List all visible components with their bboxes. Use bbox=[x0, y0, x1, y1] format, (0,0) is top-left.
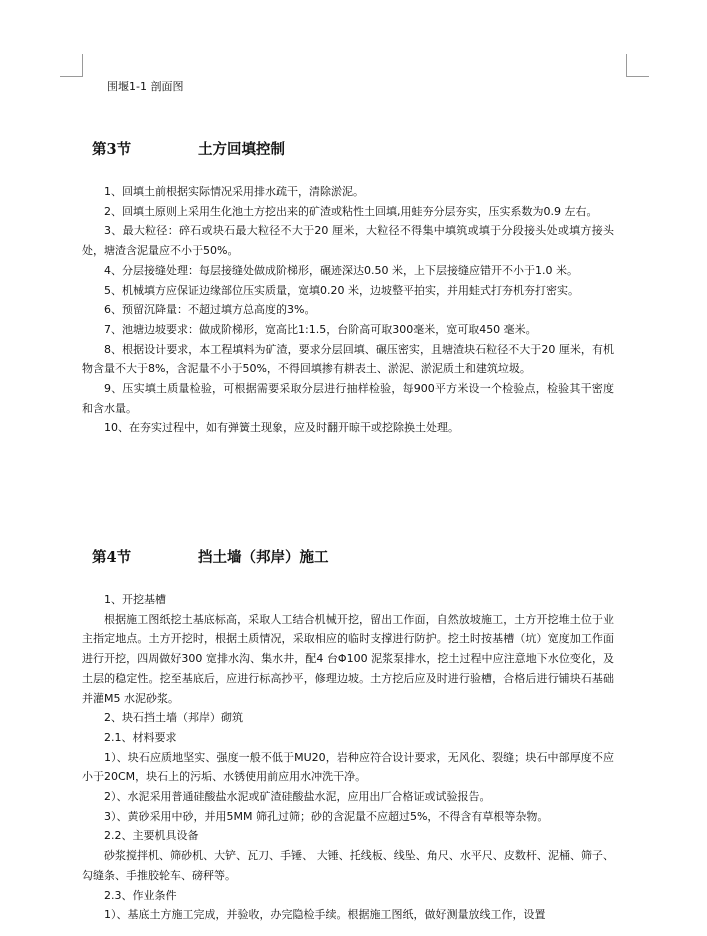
paragraph: 3）、黄砂采用中砂，并用5MM 筛孔过筛；砂的含泥量不应超过5%，不得含有草根等杂物。 bbox=[104, 809, 549, 823]
paragraph: 10、在夯实过程中，如有弹簧土现象，应及时翻开晾干或挖除换土处理。 bbox=[104, 421, 459, 435]
paragraph: 2.2、主要机具设备 bbox=[104, 829, 199, 843]
section-4-heading bbox=[92, 546, 329, 567]
paragraph: 1）、基底土方施工完成，并验收，办完隐检手续。根据施工图纸，做好测量放线工作，设置 bbox=[104, 908, 546, 922]
paragraph: 砂浆搅拌机、筛砂机、大铲、瓦刀、手锤、 大锤、托线板、线坠、角尺、水平尺、皮数杆、泥桶、筛子、勾缝条、手推胶轮车、磅秤等。 bbox=[82, 849, 614, 882]
paragraph: 2.1、材料要求 bbox=[104, 730, 177, 744]
section-3-number: 第3节 bbox=[92, 141, 132, 158]
paragraph: 6、预留沉降量：不超过填方总高度的3%。 bbox=[104, 303, 316, 317]
paragraph: 5、机械填方应保证边缘部位压实质量，宽填0.20 米，边坡整平拍实，并用蛙式打夯机夯打密实。 bbox=[104, 283, 579, 297]
crop-mark-top-left bbox=[60, 54, 83, 77]
paragraph: 1、回填土前根据实际情况采用排水疏干，清除淤泥。 bbox=[104, 185, 364, 198]
section-3-body bbox=[82, 182, 614, 438]
section-4-body bbox=[82, 590, 614, 925]
paragraph: 7、池塘边坡要求：做成阶梯形，宽高比1:1.5，台阶高可取300毫米，宽可取450 毫米。 bbox=[104, 322, 537, 336]
section-4-number: 第4节 bbox=[92, 549, 132, 566]
paragraph: 4、分层接缝处理：每层接缝处做成阶梯形，碾迹深达0.50 米，上下层接缝应错开不小于1.0 米。 bbox=[104, 263, 578, 277]
crop-mark-top-right bbox=[626, 54, 649, 77]
paragraph: 9、压实填土质量检验，可根据需要采取分层进行抽样检验，每900平方米设一个检验点，检验其干密度和含水量。 bbox=[82, 382, 614, 415]
paragraph: 2.3、作业条件 bbox=[104, 888, 177, 902]
paragraph: 8、根据设计要求，本工程填料为矿渣，要求分层回填、碾压密实，且塘渣块石粒径不大于20 厘米，有机物含量不大于8%，含泥量不小于50%，不得回填掺有耕表土、淤泥、淤泥质土和建筑垃圾。 bbox=[82, 342, 614, 376]
section-3-title: 土方回填控制 bbox=[198, 141, 285, 158]
paragraph: 1、开挖基槽 bbox=[104, 593, 166, 606]
paragraph: 2、块石挡土墙（邦岸）砌筑 bbox=[104, 711, 243, 725]
paragraph: 2）、水泥采用普通硅酸盐水泥或矿渣硅酸盐水泥，应用出厂合格证或试验报告。 bbox=[104, 790, 491, 804]
paragraph: 1）、块石应质地坚实、强度一般不低于MU20，岩种应符合设计要求，无风化、裂缝；块石中部厚度不应小于20CM，块石上的污垢、水锈使用前应用水冲洗干净。 bbox=[82, 750, 614, 784]
paragraph: 2、回填土原则上采用生化池土方挖出来的矿渣或粘性土回填,用蛙夯分层夯实，压实系数为0.9 左右。 bbox=[104, 204, 598, 218]
section-4-title: 挡土墙（邦岸）施工 bbox=[198, 549, 329, 566]
figure-caption: 围堰1-1 剖面图 bbox=[107, 80, 184, 93]
paragraph: 根据施工图纸挖土基底标高，采取人工结合机械开挖，留出工作面，自然放坡施工，土方开挖堆土位于业主指定地点。土方开挖时，根据土质情况，采取相应的临时支撑进行防护。挖土时按基槽（坑）宽度加工作面进行开挖，四周做好300 宽排水沟、集水井，配4 台Φ100 泥浆泵排水，挖土过程中应注意地下水位变化，及土层的稳定性。挖至基底后，应进行标高抄平，修理边坡。土方挖后应及时进行验槽，合格后进行铺块石基础并灌M5 水泥砂浆。 bbox=[82, 612, 614, 705]
paragraph: 3、最大粒径：碎石或块石最大粒径不大于20 厘米，大粒径不得集中填筑或填于分段接头处或填方接头处，塘渣含泥量应不小于50%。 bbox=[82, 224, 614, 258]
section-3-heading bbox=[92, 138, 285, 159]
